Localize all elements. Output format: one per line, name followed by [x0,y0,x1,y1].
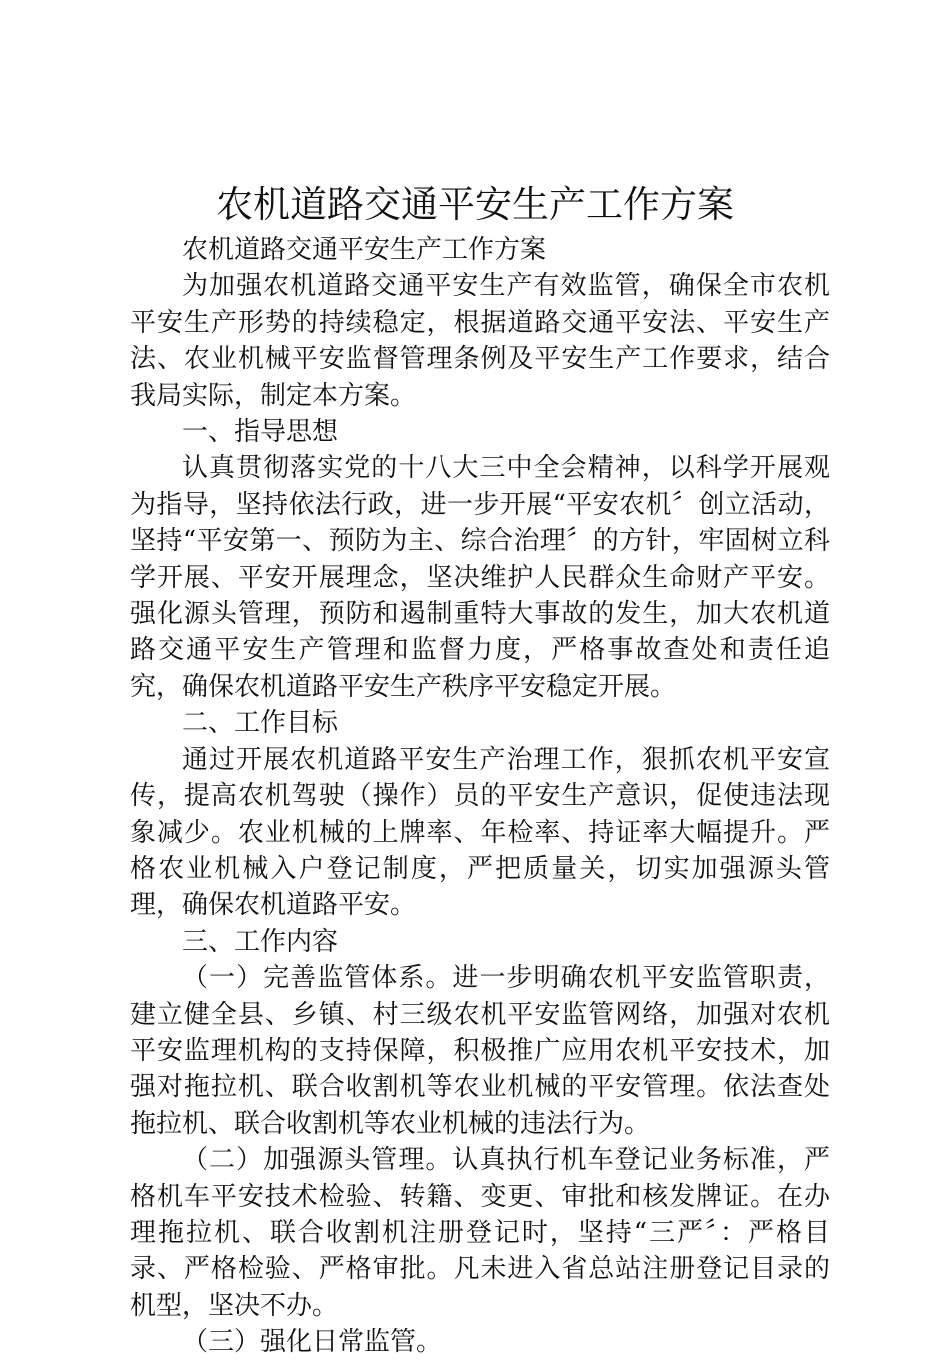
subtitle-paragraph: 农机道路交通平安生产工作方案 [182,235,547,265]
section-heading-guiding-ideology: 一、指导思想 [182,417,339,448]
document-body [130,232,830,1361]
work-content-item-3: （三）强化日常监管。 [182,1327,443,1358]
work-content-item-2: （二）加强源头管理。认真执行机车登记业务标准，严格机车平安技术检验、转籍、变更、审批和核发牌证。在办理拖拉机、联合收割机注册登记时，坚持“三严〞：严格目录、严格检验、严格审批。凡未进入省总站注册登记目录的机型，坚决不办。 [130,1145,830,1321]
document-title: 农机道路交通平安生产工作方案 [216,183,734,226]
guiding-ideology-paragraph: 认真贯彻落实党的十八大三中全会精神，以科学开展观为指导，坚持依法行政，进一步开展“平安农机〞创立活动，坚持“平安第一、预防为主、综合治理〞的方针，牢固树立科学开展、平安开展理念，坚决维护人民群众生命财产平安。强化源头管理，预防和遏制重特大事故的发生，加大农机道路交通平安生产管理和监督力度，严格事故查处和责任追究，确保农机道路平安生产秩序平安稳定开展。 [130,453,830,702]
section-heading-work-goals: 二、工作目标 [182,708,339,739]
section-heading-work-content: 三、工作内容 [182,926,339,957]
work-content-item-1: （一）完善监管体系。进一步明确农机平安监管职责，建立健全县、乡镇、村三级农机平安监管网络，加强对农机平安监理机构的支持保障，积极推广应用农机平安技术，加强对拖拉机、联合收割机等农业机械的平安管理。依法查处拖拉机、联合收割机等农业机械的违法行为。 [130,963,830,1139]
intro-paragraph: 为加强农机道路交通平安生产有效监管，确保全市农机平安生产形势的持续稳定，根据道路交通平安法、平安生产法、农业机械平安监督管理条例及平安生产工作要求，结合我局实际，制定本方案。 [130,271,830,411]
work-goals-paragraph: 通过开展农机道路平安生产治理工作，狠抓农机平安宣传，提高农机驾驶（操作）员的平安生产意识，促使违法现象减少。农业机械的上牌率、年检率、持证率大幅提升。严格农业机械入户登记制度，严把质量关，切实加强源头管理，确保农机道路平安。 [130,744,830,921]
